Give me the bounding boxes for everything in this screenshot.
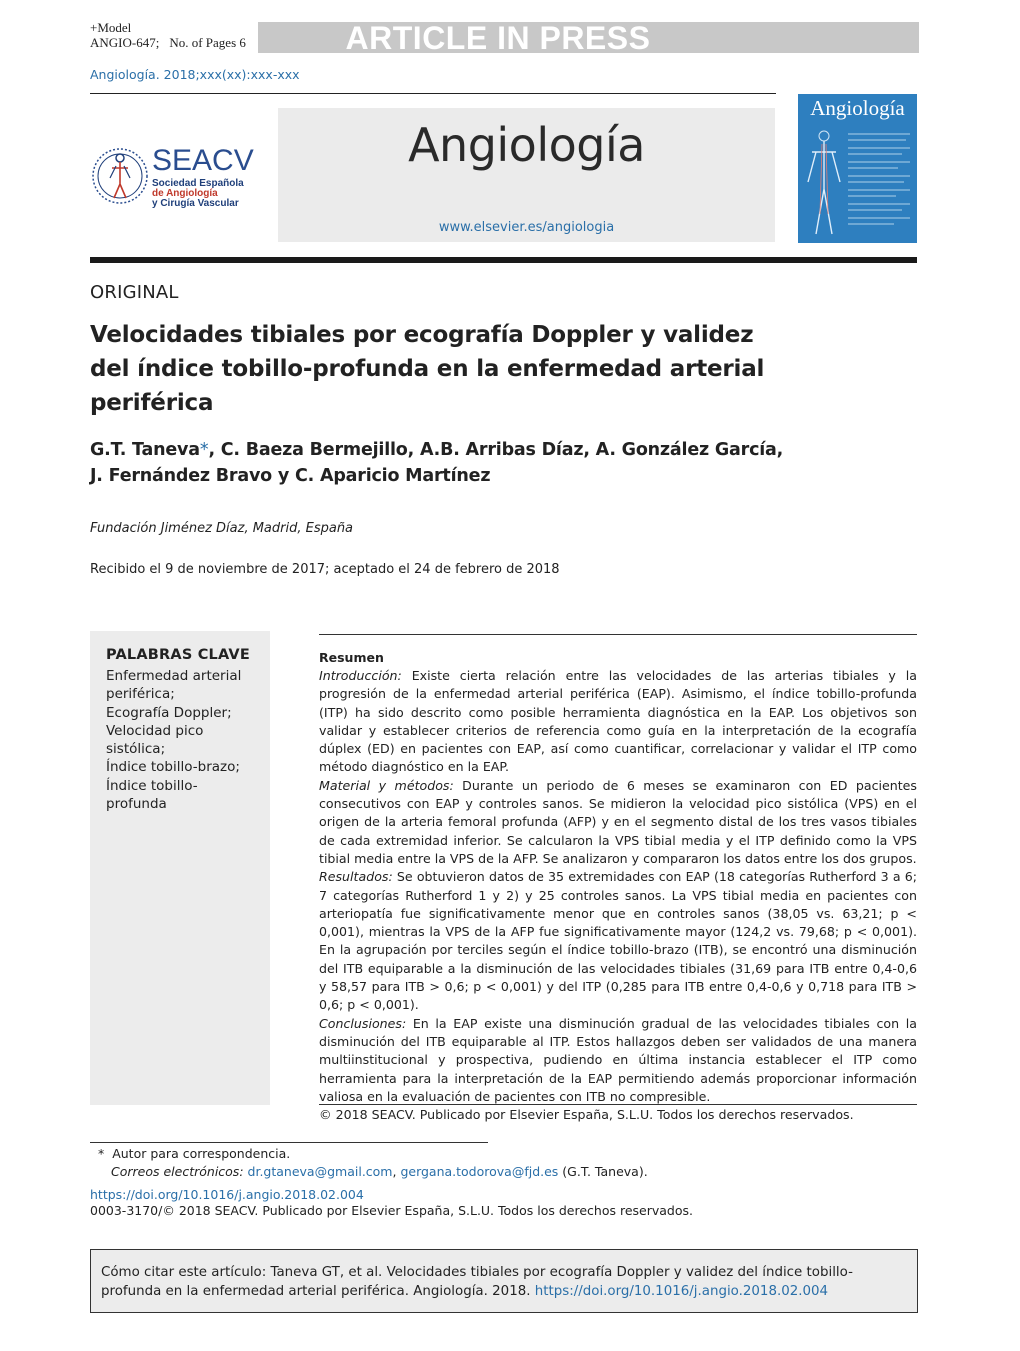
article-in-press-label: ARTICLE IN PRESS [345, 20, 651, 56]
abstract-results-text: Se obtuvieron datos de 35 extremidades con EAP (18 categorías Rutherford 3 a 6; 7 categorías Rutherford 1 y 2) y 25 controles sanos. La VPS tibial media en pacientes con arteriopatía fue significativamente menor que en controles sanos (38,05 vs. 63,21; p < 0,001), mientras la VPS de la AFP fue significativamente mayor (124,2 vs. 79,68; p < 0,001). En la agrupación por terciles según el índice tobillo-brazo (ITB), se encontró una disminución del ITB equiparable a la disminución de las velocidades tibiales (31,69 para ITB entre 0,4-0,6 y 58,57 para ITB > 0,6; p < 0,001) y del ITP (0,285 para ITB entre 0,4-0,6 y 0,718 para ITB > 0,6; p < 0,001). [319, 869, 917, 1013]
affiliation: Fundación Jiménez Díaz, Madrid, España [90, 521, 354, 536]
section-divider [90, 257, 917, 263]
correspondence-text: Autor para correspondencia. [112, 1146, 291, 1161]
article-type: ORIGINAL [90, 282, 179, 303]
issn-copyright: 0003-3170/© 2018 SEACV. Publicado por Elsevier España, S.L.U. Todos los derechos reservados. [90, 1203, 693, 1218]
abstract-conclusions-label: Conclusiones: [319, 1015, 407, 1031]
abstract-methods [319, 777, 917, 868]
abstract-conclusions [319, 1015, 917, 1106]
email-separator: , [392, 1164, 401, 1179]
svg-text:y Cirugía Vascular: y Cirugía Vascular [152, 198, 239, 209]
article-title: Velocidades tibiales por ecografía Doppler y validez del índice tobillo-profunda en la enfermedad arterial periférica [90, 322, 765, 416]
seacv-logo [90, 140, 260, 212]
received-accepted-dates: Recibido el 9 de noviembre de 2017; aceptado el 24 de febrero de 2018 [90, 562, 560, 577]
email-link-1[interactable]: dr.gtaneva@gmail.com [247, 1164, 393, 1179]
abstract-conclusions-text: En la EAP existe una disminución gradual de las velocidades tibiales con la disminución del ITB equiparable al ITP. Estos hallazgos deben ser validados de una manera multiinstitucional y prospectiva, pudiendo en última instancia establecer el ITP como herramienta para la interpretación de la EAP permitiendo además proporcionar información valiosa en la evaluación de pacientes con ITB no compresible. [319, 1015, 917, 1104]
keyword-item: Ecografía Doppler; [106, 704, 232, 721]
model-info [90, 20, 256, 50]
abstract-intro-label: Introducción: [319, 668, 402, 683]
abstract-intro-text: Existe cierta relación entre las velocidades de las arterias tibiales y la progresión de la enfermedad arterial periférica (EAP). Asimismo, el índice tobillo-profunda (ITP) ha sido descrito como posible herramienta diagnóstica en la EAP. Los objetivos son validar y establecer criterios de referencia como guía en la interpretación de la ecografía dúplex (ED) en pacientes con EAP, así como cuantificar, correlacionar y validar el ITP como método diagnóstico en la EAP. [319, 668, 917, 775]
model-label: +Model [90, 20, 132, 35]
keywords-title: PALABRAS CLAVE [106, 647, 250, 663]
abstract-results [319, 868, 917, 1014]
abstract-bottom-rule [319, 1104, 917, 1105]
abstract-heading: Resumen [319, 650, 384, 665]
journal-reference: Angiología. 2018;xxx(xx):xxx-xxx [90, 67, 300, 82]
journal-url-link[interactable]: www.elsevier.es/angiologia [438, 220, 615, 235]
seacv-emblem-icon [90, 140, 260, 212]
abstract-methods-text: Durante un periodo de 6 meses se examinaron con ED pacientes consecutivos con EAP y controles sanos. Se midieron la velocidad pico sistólica (VPS) en el origen de la arteria femoral profunda (AFP) y en el segmento distal de los tres vasos tibiales de cada extremidad inferior. Se calcularon la VPS tibial media y el ITP definido como la VPS tibial media entre la VPS de la AFP. Se analizaron y compararon los datos entre los dos grupos. [319, 777, 917, 866]
keywords-list [106, 667, 256, 813]
svg-text:Sociedad Española: Sociedad Española [152, 178, 244, 189]
page-count: No. of Pages 6 [169, 35, 246, 50]
cover-title: Angiología [810, 96, 905, 120]
abstract-intro [319, 667, 917, 777]
footnote-rule [90, 1142, 488, 1143]
footnote-star: * [98, 1146, 105, 1161]
header-divider [90, 93, 776, 94]
emails-label: Correos electrónicos: [111, 1164, 244, 1179]
author-first: G.T. Taneva [90, 440, 200, 460]
journal-name: Angiología [408, 118, 645, 172]
svg-text:SEACV: SEACV [152, 144, 254, 177]
keyword-item: Índice tobillo-brazo; [106, 759, 240, 776]
citation-text [101, 1263, 913, 1301]
doi-link[interactable]: https://doi.org/10.1016/j.angio.2018.02.004 [90, 1187, 364, 1202]
corresponding-author-link[interactable]: * [199, 440, 209, 460]
email-link-2[interactable]: gergana.todorova@fjd.es [400, 1164, 559, 1179]
article-code: ANGIO-647; [90, 35, 160, 50]
keyword-item: Velocidad pico sistólica; [106, 722, 204, 758]
abstract-methods-label: Material y métodos: [319, 777, 454, 793]
abstract-results-label: Resultados: [319, 869, 393, 885]
authors-line2: J. Fernández Bravo y C. Aparicio Martínez [90, 466, 491, 486]
keyword-item: Índice tobillo-profunda [106, 777, 198, 813]
citation-body: Cómo citar este artículo: Taneva GT, et al. Velocidades tibiales por ecografía Doppler y validez del índice tobillo-profunda en la enfermedad arterial periférica. Angiología. 2018. [101, 1265, 853, 1299]
abstract-copyright: © 2018 SEACV. Publicado por Elsevier España, S.L.U. Todos los derechos reservados. [319, 1107, 854, 1123]
email-note [111, 1164, 648, 1179]
author-list [90, 437, 830, 489]
email-owner: (G.T. Taneva). [558, 1164, 648, 1179]
citation-doi-link[interactable]: https://doi.org/10.1016/j.angio.2018.02.004 [534, 1284, 829, 1299]
abstract-body [319, 667, 917, 1124]
keyword-item: Enfermedad arterial periférica; [106, 668, 242, 703]
correspondence-note [98, 1146, 290, 1161]
svg-text:de Angiología: de Angiología [152, 188, 218, 199]
abstract-top-rule [319, 634, 917, 635]
authors-rest: , C. Baeza Bermejillo, A.B. Arribas Díaz, A. González García, [208, 440, 784, 460]
